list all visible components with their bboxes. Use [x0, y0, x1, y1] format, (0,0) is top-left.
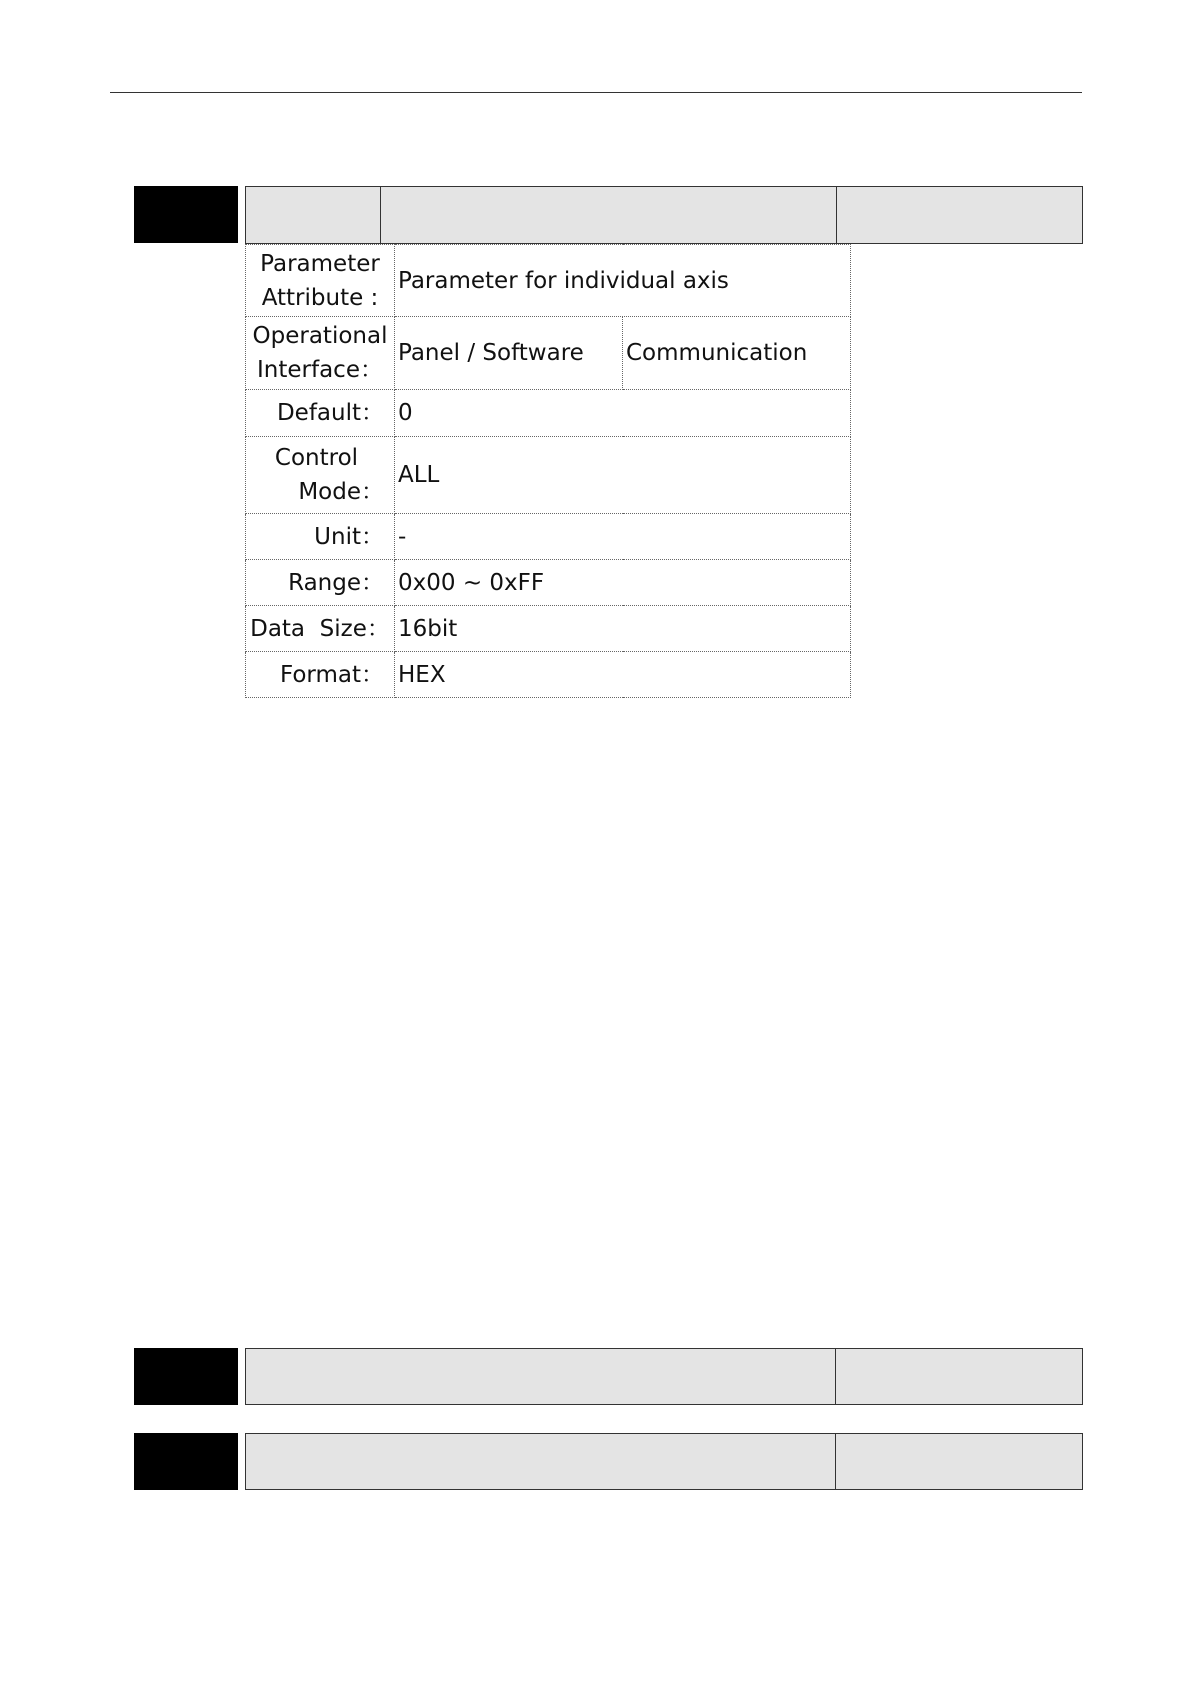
label-line: Mode： — [298, 479, 384, 505]
parameter-code-tab — [134, 1348, 238, 1405]
row-value: HEX — [395, 652, 851, 698]
row-label — [246, 437, 395, 514]
row-value: 0 — [395, 390, 851, 437]
row-label — [246, 245, 395, 317]
header-rule — [110, 92, 1082, 93]
label-line: Control — [274, 445, 359, 471]
parameter-code-tab — [134, 186, 238, 243]
table-row — [246, 317, 851, 390]
header-divider — [836, 187, 837, 243]
label-line: Attribute : — [261, 284, 379, 311]
parameter-header-bar — [245, 1348, 1083, 1405]
row-value: 16bit — [395, 606, 851, 652]
table-row — [246, 652, 851, 698]
header-divider — [835, 1349, 836, 1404]
row-label: Format： — [246, 652, 395, 698]
row-value: Parameter for individual axis — [395, 245, 851, 317]
row-label: Default： — [246, 390, 395, 437]
label-line: Interface： — [257, 357, 383, 383]
row-label: Unit： — [246, 514, 395, 560]
row-value: 0x00 ~ 0xFF — [395, 560, 851, 606]
row-value: - — [395, 514, 851, 560]
header-divider — [835, 1434, 836, 1489]
row-value-2: Communication — [623, 317, 851, 390]
table-row — [246, 560, 851, 606]
parameter-table — [245, 244, 851, 698]
row-value: Panel / Software — [395, 317, 623, 390]
table-row — [246, 514, 851, 560]
parameter-header-bar — [245, 186, 1083, 244]
table-row — [246, 437, 851, 514]
row-label — [246, 317, 395, 390]
parameter-code-tab — [134, 1433, 238, 1490]
parameter-header-bar — [245, 1433, 1083, 1490]
table-row — [246, 390, 851, 437]
row-label: Range： — [246, 560, 395, 606]
table-row — [246, 245, 851, 317]
label-line: Parameter — [260, 250, 380, 277]
table-row — [246, 606, 851, 652]
label-line: Operational — [252, 323, 388, 349]
row-value: ALL — [395, 437, 851, 514]
row-label: Data Size： — [246, 606, 395, 652]
header-divider — [380, 187, 381, 243]
